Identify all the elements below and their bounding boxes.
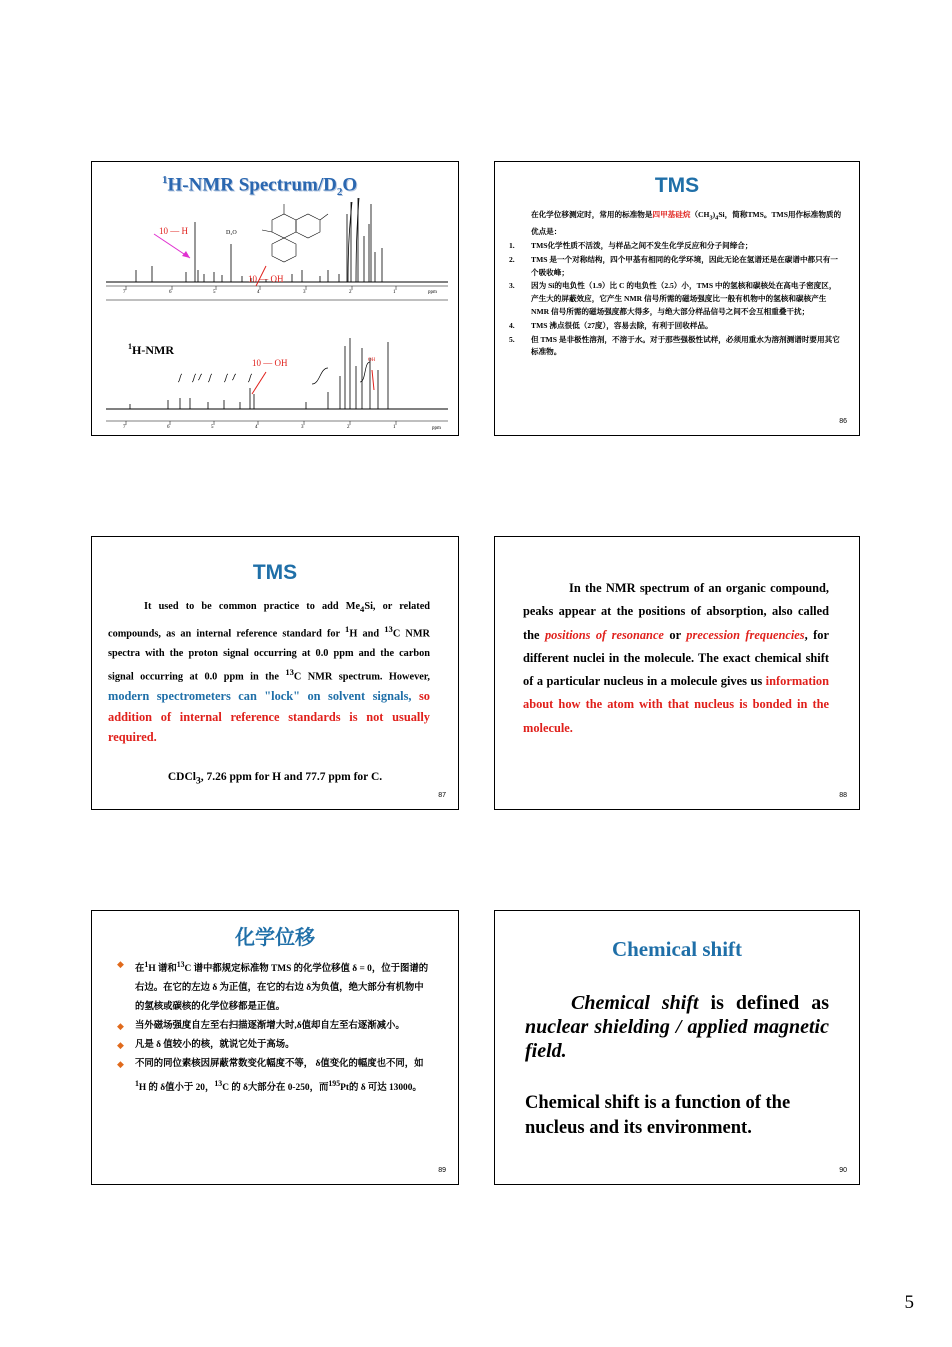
slide-tms-chinese	[494, 161, 860, 436]
slide-nmr-spectrum: $^1$H-NMR Spectrum/$D_2O$ 10 — H D₂O 10 — OH ppm $^1$H-NMR 10 — OH OH ppm 7 6 5 4 3 2 1 7 6 5 4 3 2 1	[91, 161, 459, 436]
list-item: 1. TMS化学性质不活泼，与样品之间不发生化学反应和分子间缔合；	[509, 241, 753, 250]
label-oh: OH	[368, 358, 376, 363]
list-item: ◆ 不同的同位素核因屏蔽常数变化幅度不等， δ值变化的幅度也不同，如$^1$H 的 δ值小于 20，$^{13}$C 的 δ大部分在 0-250，而$^{195}$Pt的 δ 可达 13000。	[117, 1055, 430, 1098]
slide-title: Chemical shift	[611, 937, 743, 961]
slide-number: 88	[839, 792, 847, 799]
slide-body: In the NMR spectrum of an organic compound, peaks appear at the positions of absorption, also called the positions of resonance or precession frequencies, for different nuclei in the molecule. The exact chemical shift of a particular nucleus in a molecule gives us information about how the atom with that nucleus is bonded in the molecule.	[523, 581, 829, 735]
function-text: Chemical shift is a function of the nucleus and its environment.	[525, 1093, 791, 1138]
solvent-note: CDCl$_3$, 7.26 ppm for H and 77.7 ppm for C.	[167, 771, 383, 787]
slide-chemical-shift-chinese	[91, 910, 459, 1185]
ppm-top: ppm	[428, 290, 437, 295]
slide-number: 87	[438, 792, 446, 799]
bullet-list	[117, 955, 430, 1098]
diamond-bullet-icon: ◆	[117, 959, 124, 969]
slide-title: TMS	[252, 561, 298, 584]
nmr-spectra-figure	[92, 162, 459, 436]
slide-title: TMS	[654, 174, 700, 197]
intro-text: 在化学位移测定时，常用的标准物是四甲基硅烷$(CH_3)_4Si$，简称TMS。TMS用作标准物质的优点是：	[531, 210, 842, 236]
slide-chemical-shift-english	[494, 910, 860, 1185]
list-item: 3. 因为 Si的电负性（1.9）比 C 的电负性（2.5）小，TMS 中的氢核和碳核处在高电子密度区，产生大的屏蔽效应，它产生 NMR 信号所需的磁场强度比一般有机物中的氢核和碳核产生 NMR 信号所需的磁场强度都大得多，与绝大部分样品信号之间不会互相重叠干扰；	[509, 281, 837, 316]
diamond-bullet-icon: ◆	[117, 1021, 124, 1032]
slide-title: $^1$H-NMR Spectrum/$D_2O$	[162, 174, 358, 199]
list-item: 4. TMS 沸点很低（27度），容易去除，有利于回收样品。	[509, 320, 713, 330]
slide-tms-english	[91, 536, 459, 810]
definition-text: Chemical shift is defined as nuclear shielding / applied magnetic field.	[525, 992, 829, 1062]
slide-number: 89	[438, 1167, 446, 1174]
list-item: ◆ 在$^1$H 谱和$^{13}$C 谱中都规定标准物 TMS 的化学位移值 δ = 0，位于图谱的右边。在它的左边 δ 为正值，在它的右边 δ为负值，绝大部分有机物中的氢核或碳核的化学位移都是正值。	[117, 955, 430, 1017]
diamond-bullet-icon: ◆	[117, 1059, 124, 1070]
list-item: 5. 但 TMS 是非极性溶剂，不溶于水。对于那些强极性试样，必须用重水为溶剂测谱时要用其它标准物。	[509, 334, 840, 357]
slide-title: 化学位移	[235, 927, 315, 949]
label-10-oh-top: 10 — OH	[248, 274, 284, 284]
advantages-list	[509, 240, 843, 360]
label-d2o: D₂O	[226, 230, 237, 236]
label-hnmr: $^1$H-NMR	[128, 342, 174, 357]
slide-body: It used to be common practice to add $Me_4Si$, or related compounds, as an internal reference standard for $^1$H and $^{13}$C NMR spectra with the proton signal occurring at 0.0 ppm and the carbon signal occurring at 0.0 ppm in the $^{13}$C NMR spectrum. However, modern spectrometers can "lock" on solvent signals, so addition of internal reference standards is not usually required.	[108, 601, 430, 745]
ppm-bottom: ppm	[432, 426, 441, 431]
slide-number: 90	[839, 1167, 847, 1174]
diamond-bullet-icon: ◆	[117, 1040, 124, 1051]
label-10-oh-bottom: 10 — OH	[252, 358, 288, 368]
list-item: 2. TMS 是一个对称结构，四个甲基有相同的化学环境，因此无论在氢谱还是在碳谱中都只有一个吸收峰；	[509, 254, 838, 277]
slide-number: 86	[839, 418, 847, 425]
list-item: ◆ 当外磁场强度自左至右扫描逐渐增大时,δ值却自左至右逐渐减小。	[117, 1017, 430, 1036]
label-10-h: 10 — H	[159, 226, 188, 236]
slide-resonance	[494, 536, 860, 810]
list-item: ◆ 凡是 δ 值较小的核，就说它处于高场。	[117, 1036, 430, 1055]
page-number: 5	[904, 1292, 914, 1313]
